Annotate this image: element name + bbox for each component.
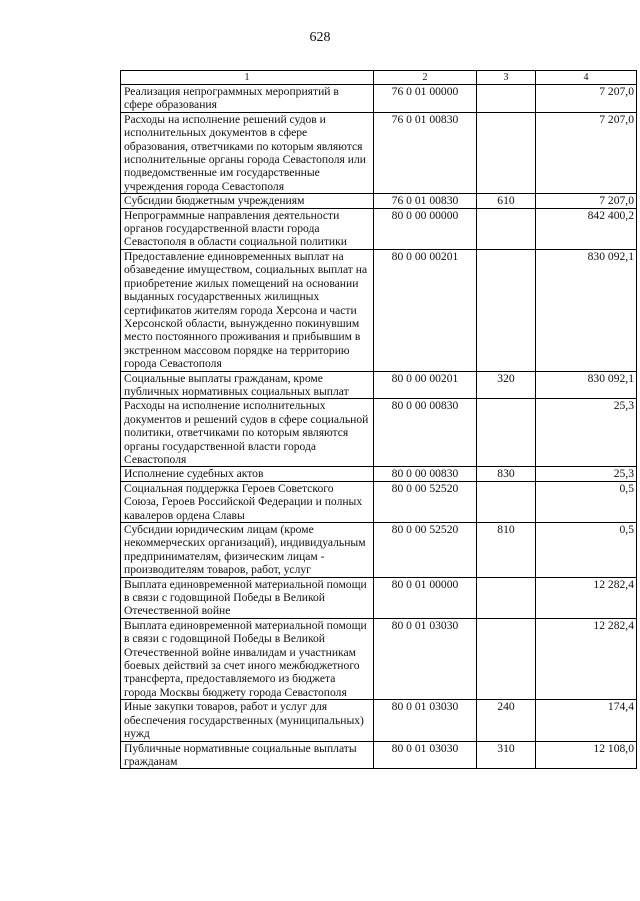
table-row	[121, 523, 637, 578]
row-amount-cell: 12 282,4	[536, 577, 637, 618]
table-row	[121, 577, 637, 618]
row-code-cell: 80 0 01 00000	[374, 577, 477, 618]
table-row	[121, 194, 637, 208]
table-row	[121, 249, 637, 371]
header-col-4: 4	[536, 71, 637, 85]
table-row	[121, 208, 637, 249]
table-row	[121, 618, 637, 699]
row-amount-cell: 174,4	[536, 700, 637, 741]
row-name-cell: Иные закупки товаров, работ и услуг для обеспечения государственных (муниципальных) нужд	[121, 700, 374, 741]
row-code-cell: 76 0 01 00830	[374, 112, 477, 193]
row-code-cell: 80 0 00 00830	[374, 467, 477, 481]
row-name-cell: Выплата единовременной материальной помощи в связи с годовщиной Победы в Великой Отечественной войне	[121, 577, 374, 618]
header-row	[121, 71, 637, 85]
row-type-cell	[477, 618, 536, 699]
row-type-cell	[477, 249, 536, 371]
row-name-cell: Расходы на исполнение исполнительных документов и решений судов в сфере социальной политики, ответчиками по которым являются органы государственной власти города Севастополя	[121, 399, 374, 467]
row-type-cell: 810	[477, 523, 536, 578]
page-number: 628	[309, 30, 331, 45]
header-col-1: 1	[121, 71, 374, 85]
row-code-cell: 76 0 01 00830	[374, 194, 477, 208]
budget-table	[120, 70, 637, 769]
row-code-cell: 80 0 01 03030	[374, 700, 477, 741]
row-amount-cell: 830 092,1	[536, 371, 637, 399]
row-code-cell: 80 0 01 03030	[374, 741, 477, 769]
table-row	[121, 467, 637, 481]
row-type-cell	[477, 481, 536, 522]
row-type-cell	[477, 577, 536, 618]
row-type-cell	[477, 112, 536, 193]
table-row	[121, 371, 637, 399]
row-name-cell: Субсидии бюджетным учреждениям	[121, 194, 374, 208]
row-name-cell: Исполнение судебных актов	[121, 467, 374, 481]
table-row	[121, 85, 637, 113]
table-row	[121, 741, 637, 769]
row-amount-cell: 12 282,4	[536, 618, 637, 699]
row-type-cell: 830	[477, 467, 536, 481]
table-row	[121, 399, 637, 467]
row-amount-cell: 0,5	[536, 523, 637, 578]
row-name-cell: Предоставление единовременных выплат на обзаведение имуществом, социальных выплат на приобретение жилых помещений на основании выданных государственных жилищных сертификатов жителям города Херсона и части Херсонской области, вынужденно покинувшим место постоянного проживания и прибывшим в экстренном массовом порядке на территорию города Севастополя	[121, 249, 374, 371]
row-name-cell: Социальные выплаты гражданам, кроме публичных нормативных социальных выплат	[121, 371, 374, 399]
row-amount-cell: 0,5	[536, 481, 637, 522]
row-code-cell: 80 0 01 03030	[374, 618, 477, 699]
row-code-cell: 80 0 00 52520	[374, 481, 477, 522]
row-type-cell: 610	[477, 194, 536, 208]
row-type-cell: 310	[477, 741, 536, 769]
header-col-3: 3	[477, 71, 536, 85]
row-amount-cell: 12 108,0	[536, 741, 637, 769]
header-col-2: 2	[374, 71, 477, 85]
row-code-cell: 80 0 00 00201	[374, 249, 477, 371]
row-code-cell: 80 0 00 00201	[374, 371, 477, 399]
row-amount-cell: 25,3	[536, 399, 637, 467]
row-type-cell	[477, 85, 536, 113]
table-row	[121, 481, 637, 522]
row-code-cell: 80 0 00 00000	[374, 208, 477, 249]
row-amount-cell: 7 207,0	[536, 85, 637, 113]
row-amount-cell: 7 207,0	[536, 112, 637, 193]
row-amount-cell: 830 092,1	[536, 249, 637, 371]
row-name-cell: Публичные нормативные социальные выплаты гражданам	[121, 741, 374, 769]
row-amount-cell: 25,3	[536, 467, 637, 481]
table-row	[121, 112, 637, 193]
row-name-cell: Субсидии юридическим лицам (кроме некоммерческих организаций), индивидуальным предпринимателям, физическим лицам - производителям товаров, работ, услуг	[121, 523, 374, 578]
row-code-cell: 76 0 01 00000	[374, 85, 477, 113]
row-name-cell: Социальная поддержка Героев Советского Союза, Героев Российской Федерации и полных кавалеров ордена Славы	[121, 481, 374, 522]
row-amount-cell: 842 400,2	[536, 208, 637, 249]
row-name-cell: Непрограммные направления деятельности органов государственной власти города Севастополя в области социальной политики	[121, 208, 374, 249]
row-name-cell: Расходы на исполнение решений судов и исполнительных документов в сфере образования, ответчиками по которым являются исполнительные органы города Севастополя или подведомственные им государственные учреждения города Севастополя	[121, 112, 374, 193]
row-code-cell: 80 0 00 00830	[374, 399, 477, 467]
row-type-cell	[477, 208, 536, 249]
row-code-cell: 80 0 00 52520	[374, 523, 477, 578]
row-type-cell	[477, 399, 536, 467]
row-type-cell: 320	[477, 371, 536, 399]
row-name-cell: Реализация непрограммных мероприятий в сфере образования	[121, 85, 374, 113]
table-row	[121, 700, 637, 741]
row-type-cell: 240	[477, 700, 536, 741]
row-amount-cell: 7 207,0	[536, 194, 637, 208]
row-name-cell: Выплата единовременной материальной помощи в связи с годовщиной Победы в Великой Отечественной войне инвалидам и участникам боевых действий за счет иного межбюджетного трансферта, предоставляемого из бюджета города Москвы бюджету города Севастополя	[121, 618, 374, 699]
